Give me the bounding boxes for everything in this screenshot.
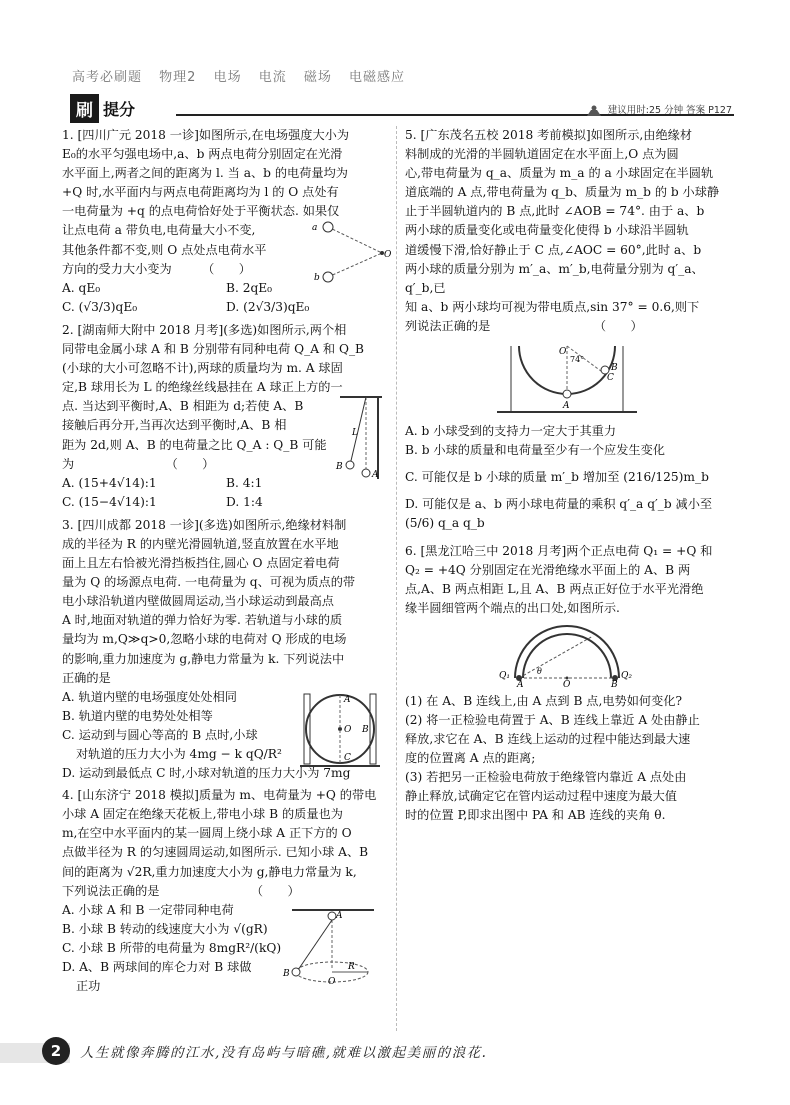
question-line: 6. [黑龙江哈三中 2018 月考]两个正点电荷 Q₁ = +Q 和 (405, 543, 713, 558)
options-row (62, 493, 390, 512)
subquestion-3-cont: 时的位置 P,即求出图中 PA 和 AB 连线的夹角 θ. (405, 808, 666, 823)
question-line: 成的半径为 R 的内壁光滑圆轨道,竖直放置在水平地 (62, 536, 339, 551)
section-brand (70, 94, 135, 123)
option-d: D. 运动到最低点 C 时,小球对轨道的压力大小为 7mg (62, 766, 351, 781)
figure-semicircle-track (497, 340, 637, 418)
question-line: 一电荷量为 +q 的点电荷恰好处于平衡状态. 如果仅 (62, 204, 340, 219)
label-R: R (348, 962, 355, 973)
label-A: A (336, 911, 343, 922)
option-d: D. 1:4 (226, 494, 263, 509)
header-item: 电磁感应 (349, 70, 406, 85)
question-line: 间的距离为 √2R,重力加速度大小为 g,静电力常量为 k, (62, 864, 357, 879)
subquestion-3: (3) 若把另一正检验电荷放于绝缘管内靠近 A 点处由 (405, 770, 687, 785)
column-divider (396, 126, 397, 1031)
subquestion-3-cont: 静止释放,试确定它在管内运动过程中速度为最大值 (405, 789, 677, 804)
option-d: D. (2√3/3)qE₀ (226, 299, 310, 314)
option-d-cont: 正功 (76, 979, 101, 994)
option-b: B. 轨道内壁的电势处处相等 (62, 708, 213, 723)
header-item: 高考必刷题 (72, 70, 143, 85)
header-item: 物理2 (159, 70, 197, 85)
label-theta: θ (537, 666, 542, 676)
label-B: B (336, 461, 343, 472)
option-c: C. 小球 B 所带的电荷量为 8mgR²/(kQ) (62, 940, 282, 955)
label-B: B (283, 969, 290, 980)
label-b: b (314, 273, 320, 284)
question-line: Q₂ = +4Q 分别固定在光滑绝缘水平面上的 A、B 两 (405, 562, 691, 577)
option-a: A. 轨道内壁的电场强度处处相同 (62, 689, 237, 704)
question-3 (62, 516, 390, 783)
figure-charges-triangle (310, 213, 390, 285)
question-line: 面上且左右恰被光滑挡板挡住,圆心 O 点固定着电荷 (62, 556, 340, 571)
question-line: 心,带电荷量为 q_a、质量为 m_a 的 a 小球固定在半圆轨 (405, 166, 714, 181)
question-line: 2. [湖南师大附中 2018 月考](多选)如图所示,两个相 (62, 322, 347, 337)
question-line: 量为 Q 的场源点电荷. 一电荷量为 q、可视为质点的带 (62, 575, 356, 590)
question-line: 1. [四川广元 2018 一诊]如图所示,在电场强度大小为 (62, 128, 350, 142)
question-line: 电小球沿轨道内壁做圆周运动,当小球运动到最高点 (62, 594, 334, 609)
question-line: 点,A、B 两点相距 L,且 A、B 两点正好位于水平光滑绝 (405, 581, 704, 596)
label-A: A (517, 679, 524, 690)
question-line: 定,B 球用长为 L 的绝缘丝线悬挂在 A 球正上方的一 (62, 380, 343, 395)
question-line: 量均为 m,Q≫q>0,忽略小球的电荷对 Q 形成的电场 (62, 632, 347, 647)
question-5 (405, 126, 730, 534)
question-line: 3. [四川成都 2018 一诊](多选)如图所示,绝缘材料制 (62, 517, 347, 532)
option-b: B. b 小球的质量和电荷量至少有一个应发生变化 (405, 443, 665, 458)
page-header (72, 66, 417, 85)
label-O: O (344, 724, 352, 735)
figure-semicircle-tube (497, 622, 637, 688)
option-a: A. (15+4√14):1 (62, 475, 157, 490)
question-line: 两小球的质量分别为 m′_a、m′_b,电荷量分别为 q′_a、q′_b,已 (405, 261, 704, 295)
option-d: D. A、B 两球间的库仑力对 B 球做 (62, 960, 252, 975)
question-line: 两小球的质量变化或电荷量变化使得 b 小球沿半圆轨 (405, 223, 689, 238)
option-a: A. 小球 A 和 B 一定带同种电荷 (62, 902, 234, 917)
figure-circular-track (300, 684, 380, 770)
label-O: O (559, 347, 567, 358)
option-a: A. qE₀ (62, 280, 101, 295)
question-line: 下列说法正确的是 （ ） (62, 883, 300, 898)
options-row (62, 298, 390, 317)
option-c: C. (15−4√14):1 (62, 494, 157, 509)
question-line: 止于半圆轨道内的 B 点,此时 ∠AOB = 74°. 由于 a、b (405, 204, 705, 219)
time-info (583, 102, 732, 118)
label-A: A (563, 401, 570, 412)
question-line: +Q 时,水平面内与两点电荷距离均为 l 的 O 点处有 (62, 185, 339, 200)
label-B: B (362, 724, 369, 735)
question-line: 道底端的 A 点,带电荷量为 q_b、质量为 m_b 的 b 小球静 (405, 185, 720, 200)
option-c: C. 可能仅是 b 小球的质量 m′_b 增加至 (216/125)m_b (405, 470, 709, 485)
label-C: C (607, 373, 614, 384)
right-column (405, 126, 730, 826)
label-Q1: Q₁ (499, 670, 510, 681)
left-column (62, 126, 390, 996)
label-O: O (563, 679, 571, 690)
question-4 (62, 786, 390, 996)
option-d: D. 可能仅是 a、b 两小球电荷量的乘积 q′_a q′_b 减小至 (405, 497, 713, 512)
footer-motto: 人生就像奔腾的江水,没有岛屿与暗礁,就难以激起美丽的浪花. (80, 1045, 488, 1061)
subquestion-1: (1) 在 A、B 连线上,由 A 点到 B 点,电势如何变化? (405, 693, 682, 708)
question-2 (62, 321, 390, 512)
question-line: 列说法正确的是 （ ） (405, 318, 643, 333)
header-item: 电场 (213, 70, 242, 85)
question-line: 小球 A 固定在绝缘天花板上,带电小球 B 的质量也为 (62, 807, 343, 822)
label-o: O (384, 250, 392, 261)
question-line: A 时,地面对轨道的弹力恰好为零. 若轨道与小球的质 (62, 613, 343, 628)
question-line: 道缓慢下滑,恰好静止于 C 点,∠AOC = 60°,此时 a、b (405, 242, 702, 257)
page-number: 2 (42, 1037, 70, 1065)
question-line: 水平面上,两者之间的距离为 l. 当 a、b 的电荷量均为 (62, 166, 348, 181)
question-6 (405, 542, 730, 826)
label-C: C (344, 752, 351, 763)
option-c: C. (√3/3)qE₀ (62, 299, 138, 314)
figure-conical-pendulum (282, 904, 382, 996)
label-a: a (312, 223, 318, 234)
brand-label: 提分 (103, 100, 136, 119)
option-b: B. 4:1 (226, 475, 263, 490)
option-c: C. 运动到与圆心等高的 B 点时,小球 (62, 727, 258, 742)
label-B: B (611, 679, 618, 690)
brand-mark: 刷 (70, 94, 99, 123)
option-d-cont: (5/6) q_a q_b (405, 516, 485, 531)
question-line: 5. [广东茂名五校 2018 考前模拟]如图所示,由绝缘材 (405, 128, 693, 142)
option-b: B. 2qE₀ (226, 280, 273, 295)
question-line: 距为 2d,则 A、B 的电荷量之比 Q_A : Q_B 可能 (62, 437, 327, 452)
page-footer (0, 1033, 790, 1073)
question-line: E₀的水平匀强电场中,a、b 两点电荷分别固定在光滑 (62, 147, 343, 162)
time-text: 建议用时:25 分钟 答案 P127 (607, 105, 732, 116)
subquestion-2-cont: 释放,求它在 A、B 连线上运动的过程中能达到最大速 (405, 732, 691, 747)
question-line: 知 a、b 两小球均可视为带电质点,sin 37° = 0.6,则下 (405, 299, 700, 314)
option-c-cont: 对轨道的压力大小为 4mg − k qQ/R² (76, 747, 282, 761)
label-B: B (611, 363, 618, 374)
question-line: 的影响,重力加速度为 g,静电力常量为 k. 下列说法中 (62, 651, 345, 666)
question-line: 缘半圆细管两个端点的出口处,如图所示. (405, 600, 620, 615)
question-line: 让点电荷 a 带负电,电荷量大小不变, (62, 223, 256, 238)
question-line: 点做半径为 R 的匀速圆周运动,如图所示. 已知小球 A、B (62, 845, 369, 860)
header-item: 电流 (258, 70, 287, 85)
figure-pendulum (330, 393, 390, 483)
question-line: 接触后再分开,当再次达到平衡时,A、B 相 (62, 418, 287, 433)
question-line: (小球的大小可忽略不计),两球的质量均为 m. A 球固 (62, 361, 343, 376)
label-A: A (344, 694, 351, 705)
lamp-icon (583, 104, 605, 118)
question-line: 点. 当达到平衡时,A、B 相距为 d;若使 A、B (62, 399, 304, 414)
label-74deg: 74° (570, 355, 585, 365)
question-line: 4. [山东济宁 2018 模拟]质量为 m、电荷量为 +Q 的带电 (62, 788, 377, 803)
header-item: 磁场 (303, 70, 332, 85)
question-line: 为 （ ） (62, 456, 215, 471)
question-line: 正确的是 (62, 670, 111, 685)
label-L: L (352, 427, 358, 438)
label-O: O (328, 977, 336, 988)
question-1 (62, 126, 390, 317)
label-Q2: Q₂ (621, 670, 632, 681)
label-A: A (372, 469, 379, 480)
question-line: 其他条件都不变,则 O 点处点电荷水平 (62, 242, 267, 257)
question-line: m,在空中水平面内的某一圆周上绕小球 A 正下方的 O (62, 826, 352, 841)
subquestion-2-cont: 度的位置离 A 点的距离; (405, 751, 536, 766)
question-line: 方向的受力大小变为 （ ） (62, 261, 251, 276)
option-b: B. 小球 B 转动的线速度大小为 √(gR) (62, 921, 268, 936)
subquestion-2: (2) 将一正检验电荷置于 A、B 连线上靠近 A 处由静止 (405, 712, 700, 727)
question-line: 同带电金属小球 A 和 B 分别带有同种电荷 Q_A 和 Q_B (62, 342, 364, 357)
option-a: A. b 小球受到的支持力一定大于其重力 (405, 424, 617, 439)
question-line: 料制成的光滑的半圆轨道固定在水平面上,O 点为圆 (405, 147, 679, 162)
